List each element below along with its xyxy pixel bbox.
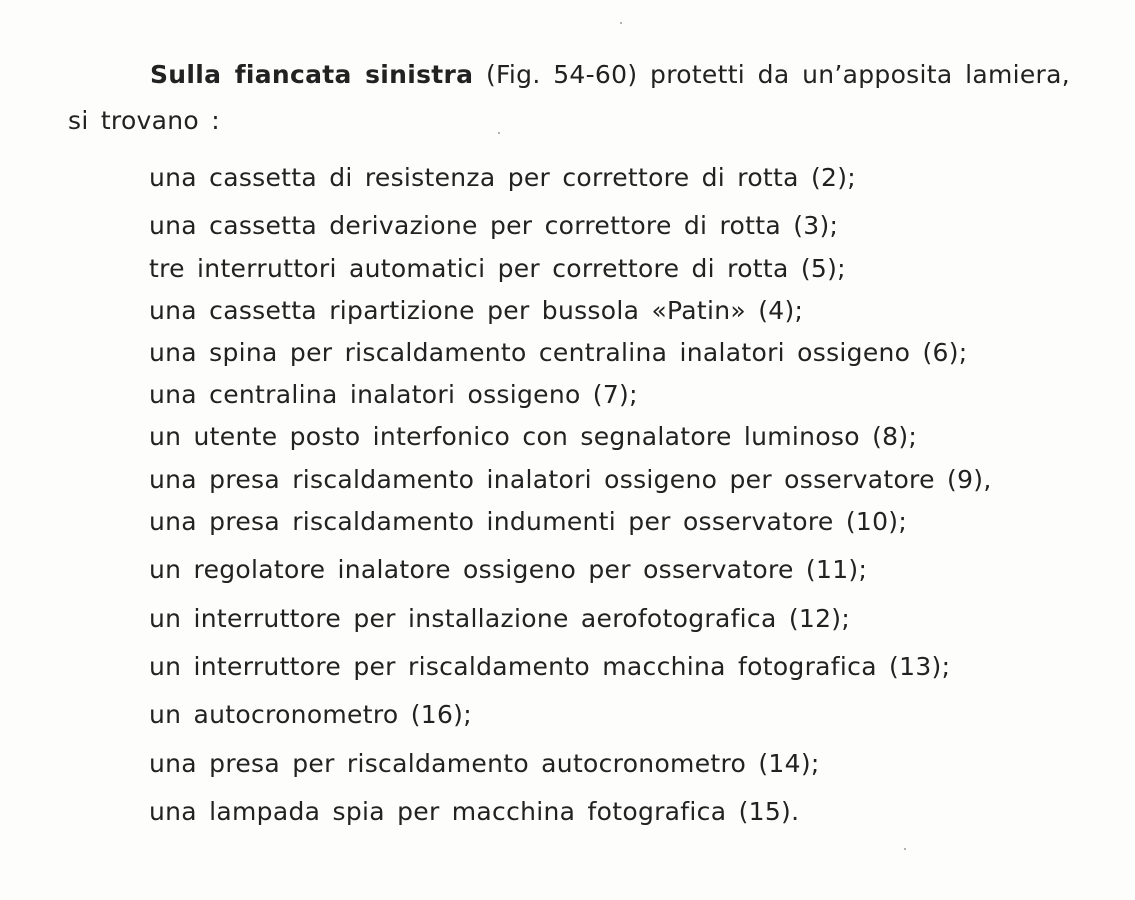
list-item: una cassetta di resistenza per correttore di rotta (2); (149, 163, 857, 192)
list-item: una presa riscaldamento inalatori ossigeno per osservatore (9), (149, 465, 992, 494)
list-item: una lampada spia per macchina fotografica (15). (149, 797, 800, 826)
list-item: una spina per riscaldamento centralina inalatori ossigeno (6); (149, 338, 968, 367)
intro-bold-lead: Sulla fiancata sinistra (150, 60, 474, 89)
list-item: una centralina inalatori ossigeno (7); (149, 380, 638, 409)
list-item: un utente posto interfonico con segnalatore luminoso (8); (149, 422, 918, 451)
intro-text: (Fig. 54-60) protetti da un’apposita lamiera, si trovano : (68, 60, 1070, 135)
list-item: una presa per riscaldamento autocronometro (14); (149, 749, 820, 778)
scan-speck (620, 22, 622, 24)
list-item: una cassetta derivazione per correttore di rotta (3); (149, 211, 839, 240)
list-item: una presa riscaldamento indumenti per osservatore (10); (149, 507, 908, 536)
list-item: una cassetta ripartizione per bussola «Patin» (4); (149, 296, 804, 325)
list-item: un autocronometro (16); (149, 700, 472, 729)
list-item: un interruttore per riscaldamento macchina fotografica (13); (149, 652, 951, 681)
intro-paragraph (68, 52, 1070, 144)
list-item: un interruttore per installazione aerofotografica (12); (149, 604, 851, 633)
scan-speck (498, 132, 500, 134)
scan-speck (904, 848, 906, 850)
list-item: un regolatore inalatore ossigeno per osservatore (11); (149, 555, 868, 584)
list-item: tre interruttori automatici per correttore di rotta (5); (149, 254, 846, 283)
